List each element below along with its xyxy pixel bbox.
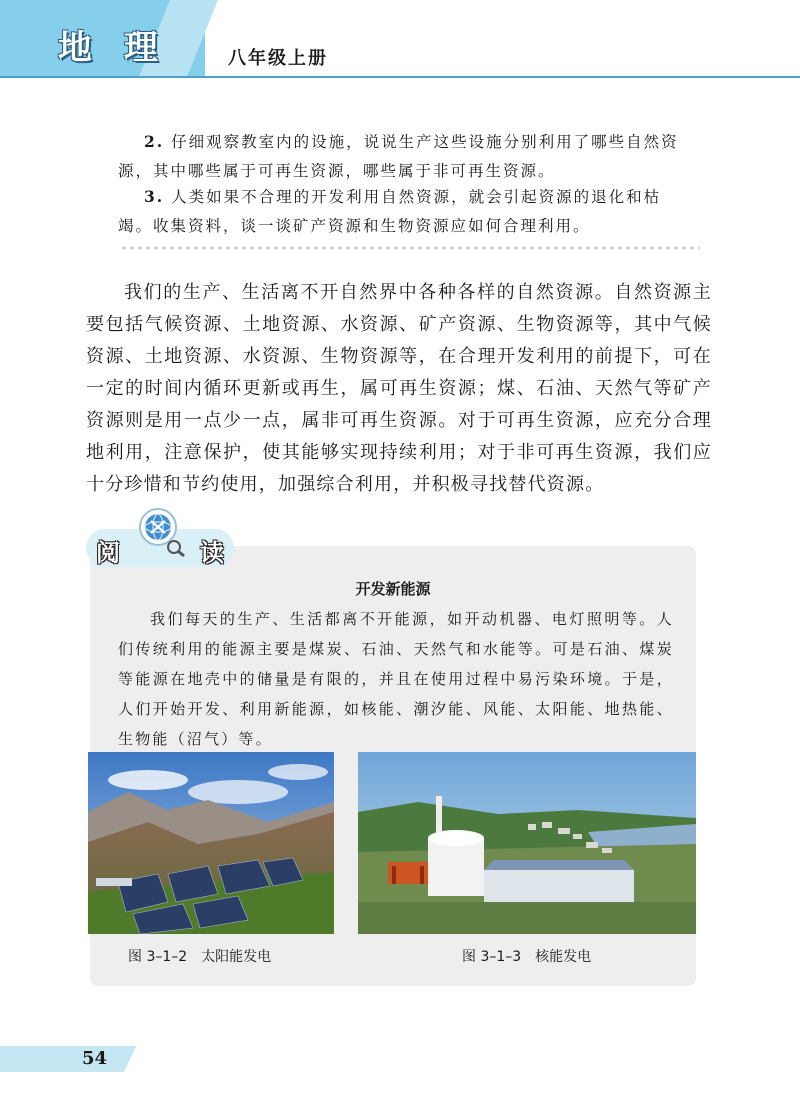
question-number: 3. bbox=[144, 187, 165, 206]
reading-text: 我们每天的生产、生活都离不开能源，如开动机器、电灯照明等。人们传统利用的能源主要是煤炭、石油、天然气和水能等。可是石油、煤炭等能源在地壳中的储量是有限的，并且在使用过程中易污染环境。于是，人们开始开发、利用新能源，如核能、潮汐能、风能、太阳能、地热能、生物能（沼气）等。 bbox=[118, 610, 674, 748]
figure-caption-nuclear: 图 3–1–3 核能发电 bbox=[462, 949, 592, 965]
question-text: 人类如果不合理的开发利用自然资源，就会引起资源的退化和枯竭。收集资料，谈一谈矿产资源和生物资源应如何合理利用。 bbox=[118, 188, 662, 235]
dotted-divider bbox=[120, 246, 700, 250]
page-number: 54 bbox=[82, 1048, 108, 1069]
reading-label-right: 读 bbox=[200, 539, 224, 567]
reading-title: 开发新能源 bbox=[355, 580, 431, 598]
header-rule bbox=[0, 76, 800, 78]
question-3 bbox=[118, 182, 688, 241]
figure-caption-solar: 图 3–1–2 太阳能发电 bbox=[128, 949, 272, 965]
question-2 bbox=[118, 127, 688, 186]
solar-power-photo bbox=[88, 752, 334, 934]
globe-magnifier-icon bbox=[134, 505, 186, 557]
grade-label: 八年级上册 bbox=[228, 48, 328, 69]
question-text: 仔细观察教室内的设施，说说生产这些设施分别利用了哪些自然资源，其中哪些属于可再生资源，哪些属于非可再生资源。 bbox=[118, 133, 679, 180]
question-number: 2. bbox=[144, 132, 165, 151]
nuclear-power-photo bbox=[358, 752, 696, 934]
reading-label-left: 阅 bbox=[96, 539, 120, 567]
main-paragraph: 我们的生产、生活离不开自然界中各种各样的自然资源。自然资源主要包括气候资源、土地资源、水资源、矿产资源、生物资源等，其中气候资源、土地资源、水资源、生物资源等，在合理开发利用的前提下，可在一定的时间内循环更新或再生，属可再生资源；煤、石油、天然气等矿产资源则是用一点少一点，属非可再生资源。对于可再生资源，应充分合理地利用，注意保护，使其能够实现持续利用；对于非可再生资源，我们应十分珍惜和节约使用，加强综合利用，并积极寻找替代资源。 bbox=[86, 282, 712, 495]
subject-title: 地 理 bbox=[58, 28, 168, 68]
